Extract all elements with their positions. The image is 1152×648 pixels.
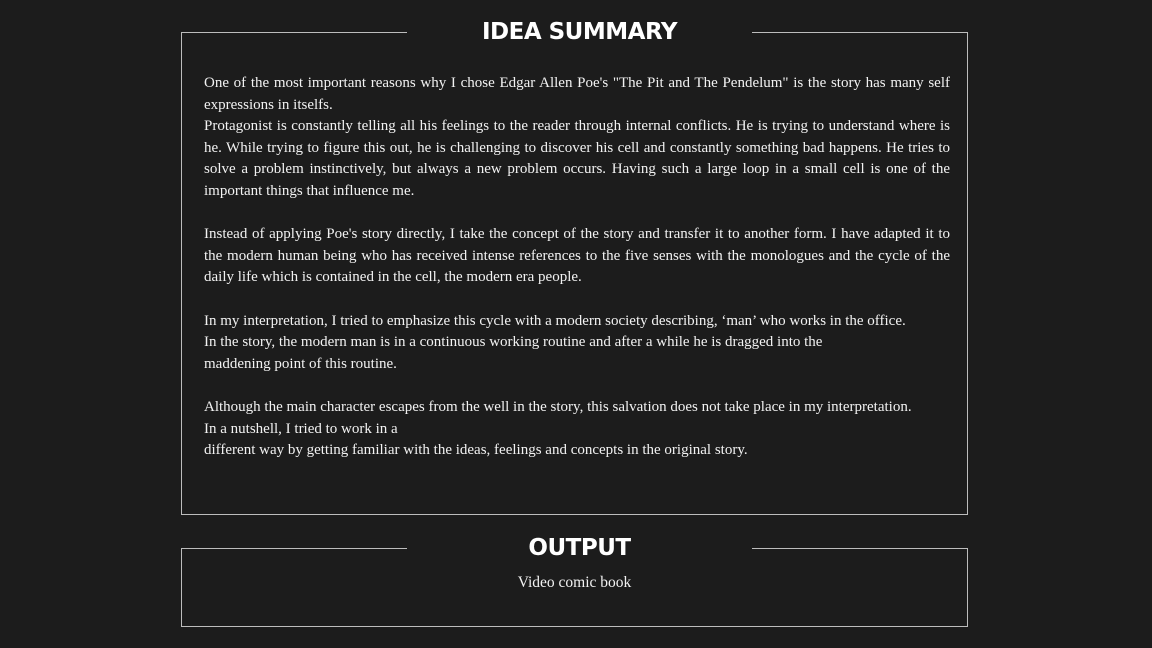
idea-summary-section xyxy=(181,19,968,515)
paragraph-line: In my interpretation, I tried to emphasize this cycle with a modern society describing, ‘man’ who works in the office. xyxy=(204,312,906,329)
idea-summary-body xyxy=(204,73,950,462)
paragraph-line: maddening point of this routine. xyxy=(204,355,397,372)
paragraph-line: different way by getting familiar with the ideas, feelings and concepts in the original story. xyxy=(204,442,748,459)
paragraph-line: One of the most important reasons why I chose Edgar Allen Poe's "The Pit and The Pendelum" is the story has many self expressions in itselfs. xyxy=(204,75,950,113)
paragraph-line: In the story, the modern man is in a continuous working routine and after a while he is dragged into the xyxy=(204,334,823,351)
paragraph-line: In a nutshell, I tried to work in a xyxy=(204,420,398,437)
output-title: OUTPUT xyxy=(407,533,752,563)
output-text: Video comic book xyxy=(517,574,632,591)
output-section xyxy=(181,535,968,627)
paragraph-line: Protagonist is constantly telling all his feelings to the reader through internal conflicts. He is trying to understand where is he. While trying to figure this out, he is challenging to discover his cell and constantly something bad happens. He tries to solve a problem instinctively, but always a new problem occurs. Having such a large loop in a small cell is one of the important things that influence me. xyxy=(204,118,950,199)
paragraph-line: Although the main character escapes from the well in the story, this salvation does not take place in my interpretation. xyxy=(204,398,912,415)
idea-summary-title: IDEA SUMMARY xyxy=(407,17,752,47)
paragraph: Instead of applying Poe's story directly, I take the concept of the story and transfer it to another form. I have adapted it to the modern human being who has received intense references to the five senses with the monologues and the cycle of the daily life which is contained in the cell, the modern era people. xyxy=(204,226,950,286)
